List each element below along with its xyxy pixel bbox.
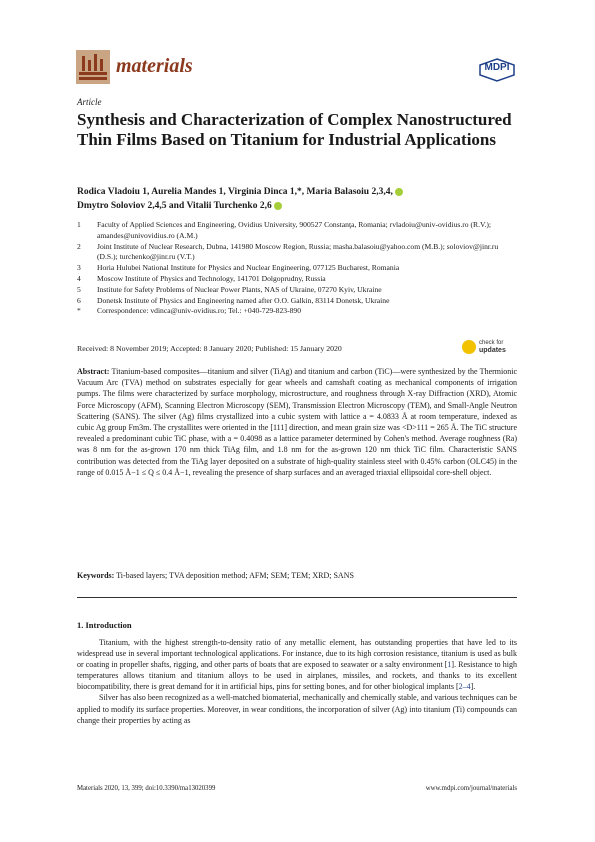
authors-line-1-text: Rodica Vladoiu 1, Aurelia Mandes 1, Virginia Dinca 1,*, Maria Balasoiu 2,3,4,	[77, 187, 393, 197]
mdpi-logo[interactable]	[478, 58, 516, 82]
affiliations	[77, 220, 507, 317]
section-divider	[77, 597, 517, 598]
affiliation-number: 3	[77, 263, 81, 273]
paragraph-text: ]. Resistance to high temperatures allows titanium and titanium alloys to be used in airplanes, missiles, and rockets, and thanks to its excellent biocompatibility, there is great demand for it in artificial hips, pins for setting bones, and for other biological implants [	[77, 660, 517, 692]
author-list	[77, 185, 517, 213]
affiliation-text: Faculty of Applied Sciences and Engineering, Ovidius University, 900527 Constanţa, Romania; rvladoiu@univ-ovidius.ro (R.V.); amandes@univovidius.ro (A.M.)	[97, 220, 492, 240]
keywords-label: Keywords:	[77, 571, 115, 580]
check-for-updates-button[interactable]	[462, 338, 512, 356]
abstract	[77, 366, 517, 478]
correspondence	[77, 306, 507, 317]
authors-line-2	[77, 199, 517, 213]
affiliation-number: 5	[77, 284, 81, 294]
affiliation-number: *	[77, 306, 81, 316]
introduction-body	[77, 637, 517, 726]
affiliation-text: Correspondence: vdinca@univ-ovidius.ro; Tel.: +040-729-823-890	[97, 306, 301, 316]
section-heading: 1. Introduction	[77, 620, 132, 630]
orcid-icon[interactable]	[395, 188, 403, 196]
mdpi-logo-text: MDPI	[484, 62, 510, 73]
journal-name: materials	[116, 55, 193, 77]
paragraph	[77, 637, 517, 692]
paragraph-text: Titanium, with the highest strength-to-density ratio of any metallic element, has outstanding properties that have led to its widespread use in several important technological applications. For instance, due to its high corrosion resistance, titanium is used as bulk or coating in propeller shafts, rigging, and other parts of boats that are exposed to seawater or a salty environment [	[77, 638, 517, 670]
abstract-text: Titanium-based composites—titanium and silver (TiAg) and titanium and carbon (TiC)—were synthesized by the Thermionic Vacuum Arc (TVA) method on substrates especially for gear wheels and camshaft coating as mechanical components of irrigation pumps. The films were characterized by surface morphology, microstructure, and roughness through X-ray Diffraction (XRD), Atomic Force Microscopy (AFM), Scanning Electron Microscopy (SEM), Transmission Electron Microscopy (TEM), and Small-Angle Neutron Scattering (SANS). The silver (Ag) films crystallized into a cubic system with lattice a = 4.0833 Å at room temperature, indexed as cubic Ag group Fm3m. The crystallites were oriented in the [111] direction, and mean grain size was <D>111 = 265 Å. The TiC structure revealed a predominant cubic TiC phase, with a = 0.4098 as a lattice parameter determined by Cohen's method. Average roughness (Ra) was 8 nm for the as-grown 170 nm thick TiAg film, and 1.8 nm for the as-grown 120 nm thick TiC film. Characteristic SANS contribution was detected from the TiAg layer deposited on a substrate of high-quality stainless steel with 0.45% carbon (OLC45) in the range of 0.015 Å−1 ≤ Q ≤ 0.4 Å−1, revealing the presence of sharp surfaces and an averaged triaxial ellipsoidal core-shell object.	[77, 367, 517, 477]
affiliation-item	[77, 242, 507, 264]
affiliation-item	[77, 285, 507, 296]
check-updates-icon	[462, 340, 476, 354]
authors-line-1	[77, 185, 517, 199]
keywords	[77, 571, 517, 580]
check-updates-label-2: updates	[479, 347, 506, 354]
affiliation-item	[77, 274, 507, 285]
abstract-label: Abstract:	[77, 367, 110, 376]
article-type: Article	[77, 97, 102, 107]
affiliation-number: 1	[77, 220, 81, 229]
publication-dates: Received: 8 November 2019; Accepted: 8 January 2020; Published: 15 January 2020	[77, 344, 342, 353]
affiliation-number: 2	[77, 241, 81, 251]
affiliation-text: Moscow Institute of Physics and Technology, 141701 Dolgoprudny, Russia	[97, 273, 326, 283]
check-updates-label-1: check for	[479, 340, 504, 346]
article-title: Synthesis and Characterization of Complex Nanostructured Thin Films Based on Titanium for Industrial Applications	[77, 110, 512, 149]
affiliation-item	[77, 220, 507, 242]
citation-link[interactable]: 2–4	[458, 682, 471, 692]
citation-link[interactable]: 1	[447, 660, 452, 670]
footer-citation: Materials 2020, 13, 399; doi:10.3390/ma13020399	[77, 785, 216, 792]
affiliation-text: Institute for Safety Problems of Nuclear Power Plants, NAS of Ukraine, 07270 Kyiv, Ukraine	[97, 284, 382, 294]
affiliation-text: Joint Institute of Nuclear Research, Dubna, 141980 Moscow Region, Russia; masha.balasoiu@yahoo.com (M.B.); soloviov@jinr.ru (D.S.); turchenko@jinr.ru (V.T.)	[97, 241, 499, 262]
journal-logo-icon	[76, 50, 110, 84]
affiliation-number: 4	[77, 273, 81, 283]
affiliation-number: 6	[77, 295, 81, 305]
paragraph-text: ].	[470, 682, 476, 692]
authors-line-2-text: Dmytro Soloviov 2,4,5 and Vitalii Turchenko 2,6	[77, 201, 272, 211]
footer-website-link[interactable]: www.mdpi.com/journal/materials	[425, 785, 517, 792]
affiliation-text: Donetsk Institute of Physics and Engineering named after O.O. Galkin, 83114 Donetsk, Ukraine	[97, 295, 390, 305]
affiliation-text: Horia Hulubei National Institute for Physics and Nuclear Engineering, 077125 Bucharest, Romania	[97, 263, 400, 273]
affiliation-item	[77, 296, 507, 307]
keywords-text: Ti-based layers; TVA deposition method; AFM; SEM; TEM; XRD; SANS	[116, 571, 354, 580]
affiliation-item	[77, 263, 507, 274]
paragraph: Silver has also been recognized as a well-matched biomaterial, mechanically and chemically stable, and various techniques can be applied to modify its surface properties. Moreover, in wear conditions, the incorporation of silver (Ag) into titanium (Ti) compounds can change their properties by acting as	[77, 693, 517, 725]
orcid-icon[interactable]	[274, 202, 282, 210]
